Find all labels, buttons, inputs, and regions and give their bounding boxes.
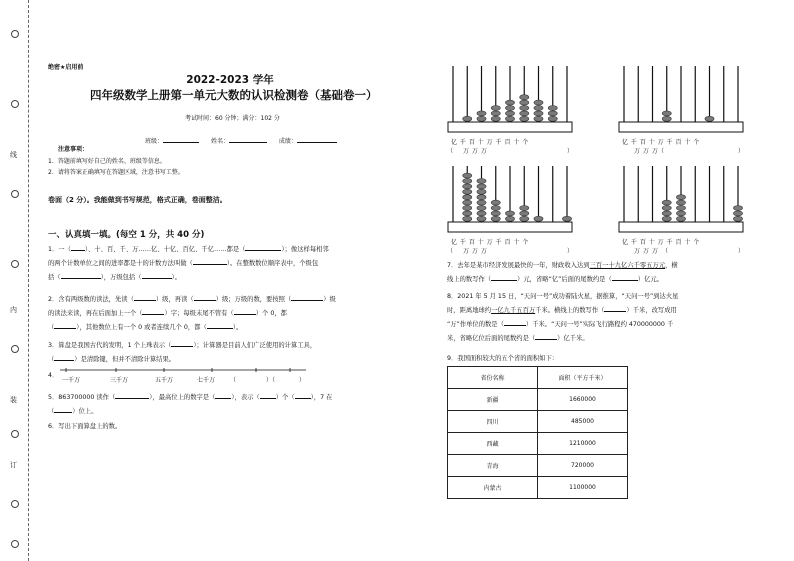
abacus-frame (619, 122, 743, 132)
abacus-bead (491, 216, 500, 221)
answer-blank[interactable] (612, 272, 638, 281)
abacus-bead (477, 211, 486, 216)
section1-heading: 一、认真填一填。(每空 1 分，共 40 分) (48, 230, 205, 240)
abacus-bead (463, 189, 472, 194)
abacus-bead (520, 216, 529, 221)
province-area: 485000 (538, 411, 628, 433)
binding-hole (11, 100, 19, 108)
exam-info: 考试时间：60 分钟；满分：102 分 (185, 115, 280, 122)
abacus-bead (662, 116, 671, 121)
notes-heading: 注意事项： (58, 146, 89, 153)
abacus-bead (662, 200, 671, 205)
abacus-bead (548, 106, 557, 111)
score-label: 成绩： (278, 138, 297, 145)
binding-label-zhuang: 装 (10, 396, 17, 404)
abacus-bead (676, 206, 685, 211)
question-7: 7．去年是某市经济发展最快的一年，财政收入达到三百一十九亿六千零五万元，横 线上的数写作（ ）元，省略“亿”后面的尾数约是（ ）亿元。 (447, 262, 678, 283)
tick-label: 一千万 (62, 377, 81, 384)
abacus-bead (491, 111, 500, 116)
abacus-1 (447, 62, 573, 155)
abacus-bead (676, 216, 685, 221)
binding-hole (11, 430, 19, 438)
table-row (448, 477, 628, 499)
abacus-bead (562, 216, 571, 221)
answer-blank[interactable] (207, 320, 233, 329)
tick-label: 七千万 (197, 377, 216, 384)
abacus-bead (520, 211, 529, 216)
province-name: 内蒙古 (448, 477, 538, 499)
answer-blank[interactable] (193, 256, 227, 265)
abacus-3 (447, 162, 573, 255)
class-field[interactable] (163, 134, 199, 143)
abacus-labels: 亿 千 百 十 万 千 百 十 个 万 万 万 (451, 139, 529, 155)
answer-blank[interactable] (491, 272, 517, 281)
abacus-1-answer[interactable]: （ ） (447, 148, 573, 155)
abacus-bead (534, 100, 543, 105)
abacus-bead (477, 216, 486, 221)
answer-blank[interactable] (54, 404, 72, 413)
name-field[interactable] (229, 134, 267, 143)
abacus-bead (477, 189, 486, 194)
abacus-bead (520, 100, 529, 105)
abacus-bead (505, 111, 514, 116)
abacus-bead (477, 179, 486, 184)
abacus-4 (618, 162, 744, 255)
abacus-bead (477, 111, 486, 116)
binding-hole (11, 345, 19, 353)
binding-hole (11, 540, 19, 548)
page-title: 四年级数学上册第一单元大数的认识检测卷（基础卷一） (90, 88, 378, 102)
answer-blank[interactable] (295, 390, 311, 399)
binding-hole (11, 260, 19, 268)
province-area-table (447, 366, 628, 499)
school-year: 2022-2023 学年 (186, 74, 274, 86)
abacus-bead (491, 206, 500, 211)
abacus-bead (733, 216, 742, 221)
abacus-bead (505, 211, 514, 216)
abacus-bead (662, 211, 671, 216)
abacus-4-answer[interactable]: （ ） (662, 248, 744, 255)
answer-blank[interactable] (142, 306, 164, 315)
abacus-bead (491, 116, 500, 121)
province-name: 四川 (448, 411, 538, 433)
abacus-bead (676, 211, 685, 216)
abacus-bead (463, 206, 472, 211)
abacus-bead (477, 116, 486, 121)
abacus-svg (618, 162, 744, 237)
tick-label: 三千万 (110, 377, 129, 384)
answer-blank[interactable] (215, 390, 231, 399)
abacus-bead (491, 211, 500, 216)
abacus-bead (520, 116, 529, 121)
province-name: 西藏 (448, 433, 538, 455)
answer-blank[interactable] (54, 320, 76, 329)
abacus-bead (477, 206, 486, 211)
abacus-bead (463, 195, 472, 200)
abacus-bead (520, 111, 529, 116)
score-field[interactable] (297, 134, 337, 143)
abacus-labels: 亿 千 百 十 万 千 百 十 个 万 万 万 (622, 239, 700, 255)
abacus-bead (491, 200, 500, 205)
province-name: 青海 (448, 455, 538, 477)
abacus-bead (520, 106, 529, 111)
abacus-frame (448, 122, 572, 132)
abacus-bead (520, 206, 529, 211)
abacus-bead (505, 116, 514, 121)
abacus-labels: 亿 千 百 十 万 千 百 十 个 万 万 万 (451, 239, 529, 255)
abacus-bead (505, 106, 514, 111)
abacus-bead (534, 216, 543, 221)
abacus-bead (463, 116, 472, 121)
answer-blank[interactable] (54, 352, 74, 361)
note-item: 1．答题前填写好自己的姓名、班级等信息。 (48, 158, 166, 165)
abacus-bead (733, 211, 742, 216)
abacus-bead (463, 216, 472, 221)
abacus-bead (548, 116, 557, 121)
abacus-svg (618, 62, 744, 137)
answer-blank[interactable] (142, 270, 172, 279)
answer-blank[interactable] (504, 317, 526, 326)
student-info-row (145, 134, 337, 145)
abacus-3-answer[interactable]: （ ） (447, 248, 573, 255)
binding-label-xian: 线 (10, 151, 17, 159)
province-area: 1210000 (538, 433, 628, 455)
tick-label: 五千万 (155, 377, 174, 384)
abacus-bead (662, 206, 671, 211)
abacus-bead (705, 116, 714, 121)
binding-hole (11, 30, 19, 38)
answer-blank[interactable] (194, 292, 216, 301)
abacus-frame (619, 222, 743, 232)
abacus-labels: 亿 千 百 十 万 千 百 十 个 万 万 万 (622, 139, 700, 155)
question-2: 2．含有两级数的读法，先读（ ）级，再读（ ）级；万级的数，要按照（ ）级 的读法来读，再在后面加上一个（ ）字；每级末尾不管有（ ）个 0，都 （ ），其他数位上有一个 0 或者连续几个 0，都（ ）。 (48, 292, 423, 334)
question-8: 8．2021 年 5 月 15 日，“天问一号”成功着陆火星，据推算，“天问一号”到达火星 时，距离地球约一亿九千五百万千米。横线上的数写作（ ）千米，改写成用 “万”作单位的数是（ ）千米。“天问一号”实际飞行路程约 470000000 千 米，省略亿位后面的尾数约是（ ）亿千米。 (447, 293, 679, 342)
question-1: 1．一（ ）、十、百、千、万……亿、十亿、百亿、千亿……都是（ ）；像这样每相邻 的两个计数单位之间的进率都是十的计数方法叫做（ ）。在整数数位顺序表中，个级包 括（ ），万级包括（ ）。 (48, 242, 423, 284)
neatness-note: 卷面（2 分）。我能做到书写规范，格式正确，卷面整洁。 (48, 196, 227, 204)
table-row (448, 455, 628, 477)
answer-blank[interactable] (245, 242, 281, 251)
abacus-bead (733, 206, 742, 211)
answer-blank[interactable] (171, 338, 193, 347)
answer-blank[interactable] (61, 270, 101, 279)
name-label: 姓名： (210, 138, 229, 145)
abacus-bead (477, 184, 486, 189)
answer-blank[interactable] (535, 331, 557, 340)
tick-answer-blanks[interactable]: （ ）（ ） (230, 377, 306, 384)
abacus-bead (662, 216, 671, 221)
answer-blank[interactable] (291, 292, 323, 301)
question-9-heading: 9．我国面积较大的五个省的面积如下： (447, 355, 559, 362)
abacus-bead (676, 200, 685, 205)
abacus-2 (618, 62, 744, 155)
abacus-bead (505, 100, 514, 105)
abacus-bead (548, 111, 557, 116)
question-5: 5．863700000 读作（ ），最高位上的数字是（ ），表示（ ）个（ ），7 在 （ ）位上。 (48, 390, 423, 418)
province-area: 1100000 (538, 477, 628, 499)
question-3: 3．算盘是我国古代的发明，1 个上珠表示（ ）；计算器是目前人们广泛使用的计算工具， （ ）是清除键，但并不清除计算结果。 (48, 338, 423, 366)
answer-blank[interactable] (115, 390, 149, 399)
answer-blank[interactable] (234, 306, 256, 315)
table-row (448, 411, 628, 433)
note-item: 2．请将答案正确填写在答题区域，注意书写工整。 (48, 169, 184, 176)
table-header: 省份名称 (448, 367, 538, 389)
abacus-bead (520, 95, 529, 100)
binding-label-ding: 订 (10, 461, 17, 469)
abacus-bead (477, 200, 486, 205)
answer-blank[interactable] (604, 303, 626, 312)
abacus-bead (463, 211, 472, 216)
abacus-bead (662, 111, 671, 116)
abacus-bead (463, 179, 472, 184)
question-6: 6．写出下面算盘上的数。 (48, 423, 122, 430)
answer-blank[interactable] (71, 242, 85, 251)
abacus-bead (491, 106, 500, 111)
abacus-bead (534, 111, 543, 116)
answer-blank[interactable] (134, 292, 156, 301)
province-area: 1660000 (538, 389, 628, 411)
table-row (448, 389, 628, 411)
abacus-bead (676, 195, 685, 200)
abacus-bead (534, 116, 543, 121)
table-row (448, 433, 628, 455)
province-name: 新疆 (448, 389, 538, 411)
abacus-svg (447, 162, 573, 237)
province-area: 720000 (538, 455, 628, 477)
abacus-bead (463, 184, 472, 189)
abacus-bead (463, 200, 472, 205)
binding-hole (11, 190, 19, 198)
binding-label-nei: 内 (10, 306, 17, 314)
table-header: 面积（平方千米） (538, 367, 628, 389)
abacus-frame (448, 222, 572, 232)
abacus-svg (447, 62, 573, 137)
binding-hole (11, 500, 19, 508)
question-4-number: 4． (48, 372, 59, 379)
answer-blank[interactable] (260, 390, 276, 399)
confidential-mark: 绝密★启用前 (48, 64, 84, 71)
abacus-bead (534, 106, 543, 111)
abacus-2-answer[interactable]: （ ） (658, 148, 744, 155)
abacus-bead (505, 216, 514, 221)
abacus-bead (477, 195, 486, 200)
abacus-bead (463, 173, 472, 178)
table-header-row (448, 367, 628, 389)
class-label: 班级： (145, 138, 164, 145)
